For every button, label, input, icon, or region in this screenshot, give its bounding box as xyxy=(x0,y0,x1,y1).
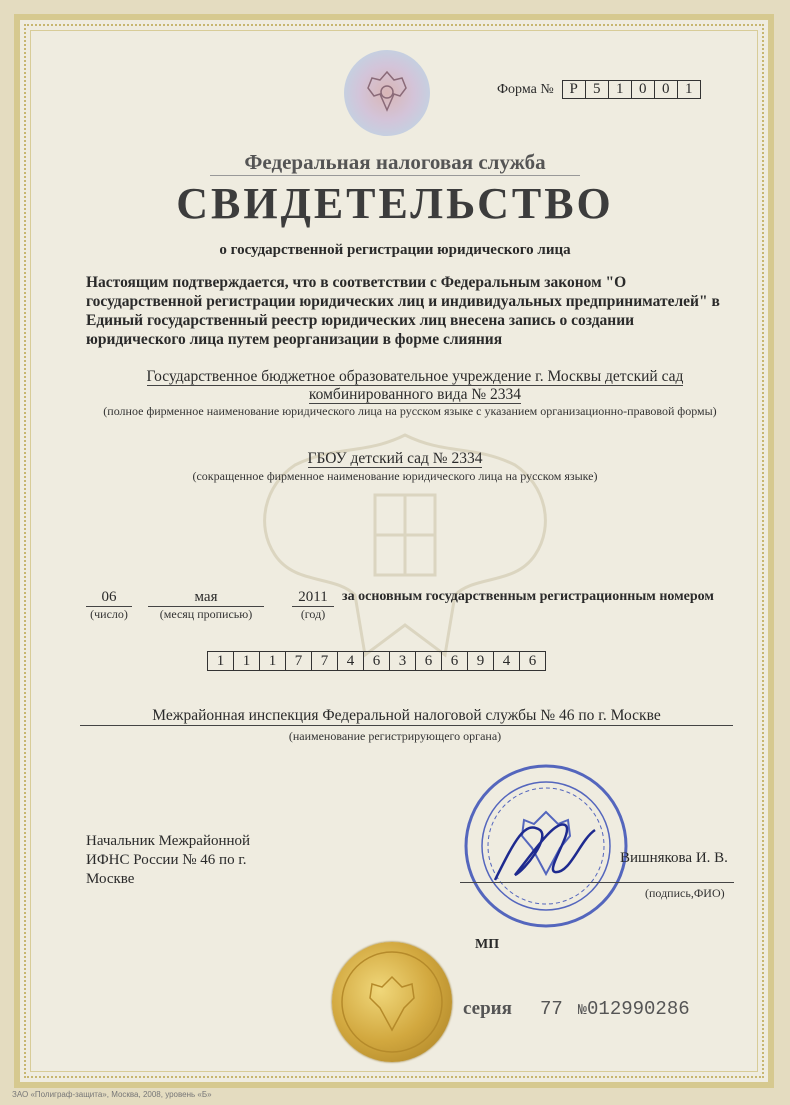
printer-footer: ЗАО «Полиграф-защита», Москва, 2008, уровень «Б» xyxy=(12,1090,212,1099)
signature-icon xyxy=(485,800,605,900)
agency-underline xyxy=(210,175,580,176)
series-number xyxy=(578,998,690,1020)
form-code-digit: 0 xyxy=(632,80,655,99)
ogrn-digit: 6 xyxy=(416,651,442,671)
ogrn-digit: 1 xyxy=(234,651,260,671)
short-name xyxy=(0,450,790,468)
form-code-digit: 1 xyxy=(609,80,632,99)
date-month: мая xyxy=(148,589,264,607)
signatory-title-line: Москве xyxy=(86,871,135,887)
ogrn-digit: 6 xyxy=(442,651,468,671)
short-name-caption: (сокращенное фирменное наименование юридического лица на русском языке) xyxy=(192,469,598,483)
signatory-title-line: Начальник Межрайонной xyxy=(86,833,251,849)
signature-line xyxy=(460,882,734,883)
authority-name: Межрайонная инспекция Федеральной налоговой службы № 46 по г. Москве xyxy=(80,707,733,726)
date-text: за основным государственным регистрационным номером xyxy=(342,589,714,604)
ogrn-digit: 6 xyxy=(520,651,546,671)
signatory-name: Вишнякова И. В. xyxy=(620,850,728,866)
ogrn-digit: 1 xyxy=(207,651,234,671)
series-number-prefix: № xyxy=(578,1002,588,1019)
ogrn-digit: 1 xyxy=(260,651,286,671)
full-name xyxy=(120,368,710,404)
ogrn-digit: 7 xyxy=(286,651,312,671)
date-year-caption: (год) xyxy=(300,607,326,621)
ogrn-digit: 4 xyxy=(494,651,520,671)
date-year: 2011 xyxy=(292,589,334,607)
agency-name: Федеральная налоговая служба xyxy=(244,150,546,174)
date-month-caption: (месяц прописью) xyxy=(159,607,253,621)
form-code-boxes xyxy=(562,80,701,99)
form-number xyxy=(497,80,701,99)
ogrn-digit: 7 xyxy=(312,651,338,671)
ogrn-digit: 6 xyxy=(364,651,390,671)
form-label: Форма № xyxy=(497,81,554,97)
series-number-value: 012990286 xyxy=(587,998,690,1020)
full-name-caption: (полное фирменное наименование юридического лица на русском языке с указанием организационно-правовой формы) xyxy=(103,404,717,418)
ogrn-digit: 4 xyxy=(338,651,364,671)
ogrn-digit: 9 xyxy=(468,651,494,671)
short-name-value: ГБОУ детский сад № 2334 xyxy=(307,450,483,467)
stamp-label: МП xyxy=(475,937,500,952)
page-title: СВИДЕТЕЛЬСТВО xyxy=(176,179,614,228)
series-value: 77 xyxy=(540,998,563,1020)
signatory-title-line: ИФНС России № 46 по г. xyxy=(86,852,247,868)
ogrn-digit: 3 xyxy=(390,651,416,671)
authority-caption: (наименование регистрирующего органа) xyxy=(288,729,502,743)
signatory-title xyxy=(86,832,250,889)
gold-seal-icon xyxy=(332,942,452,1062)
statement-text: Настоящим подтверждается, что в соответствии с Федеральным законом "О государственной регистрации юридических лиц и индивидуальных предпринимателей" в Единый государственный реестр юридических лиц внесена запись о создании юридического лица путем реорганизации в форме слияния xyxy=(86,274,720,348)
form-code-digit: 0 xyxy=(655,80,678,99)
full-name-value: Государственное бюджетное образовательное учреждение г. Москвы детский сад комбинированного вида № 2334 xyxy=(146,368,684,403)
date-day: 06 xyxy=(86,589,132,607)
page-subtitle: о государственной регистрации юридического лица xyxy=(219,242,571,258)
series-label: серия xyxy=(463,998,512,1019)
emblem-hologram-icon xyxy=(344,50,430,136)
date-day-caption: (число) xyxy=(90,607,128,621)
form-code-digit: 1 xyxy=(678,80,701,99)
signature-caption: (подпись,ФИО) xyxy=(645,886,725,900)
form-code-digit: 5 xyxy=(586,80,609,99)
ogrn-boxes xyxy=(207,651,546,671)
form-code-digit: Р xyxy=(562,80,586,99)
